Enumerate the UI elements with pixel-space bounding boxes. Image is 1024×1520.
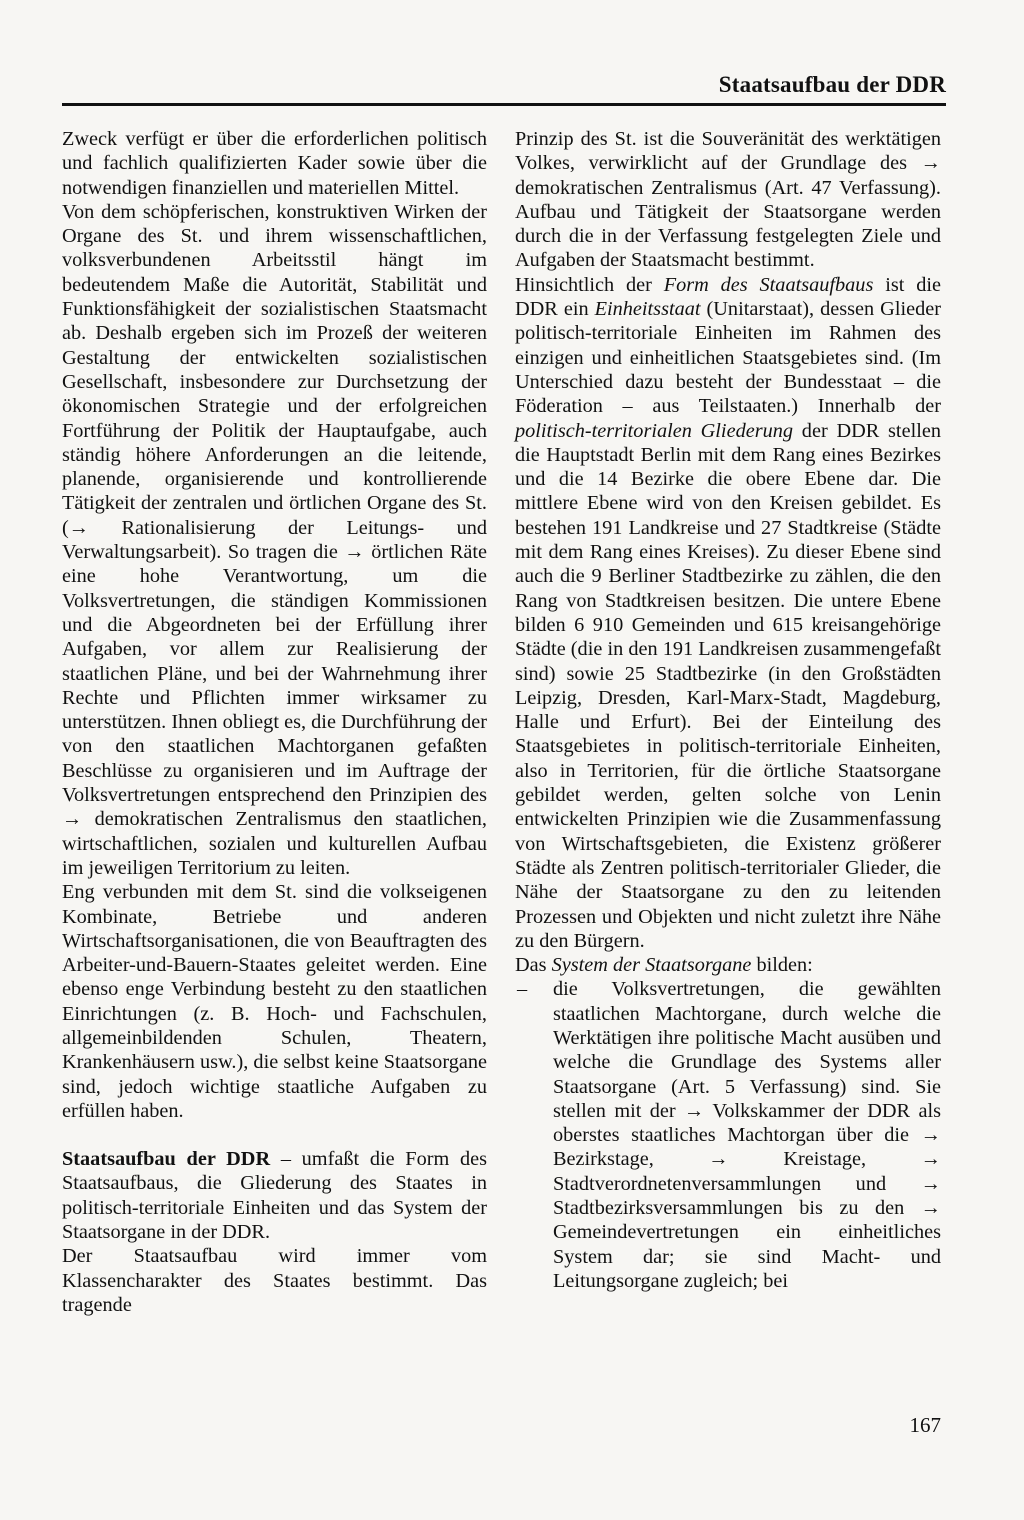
left-column bbox=[62, 127, 487, 1317]
text-run: Das bbox=[515, 954, 552, 977]
italic-term-einheitsstaat: Einheitsstaat bbox=[594, 298, 701, 321]
entry-text: – umfaßt die Form des Staatsaufbaus, die Gliederung des Staates in politisch-territoriale Einheiten und das System der Staatsorgane in der DDR. bbox=[62, 1148, 487, 1244]
text-run: der DDR stellen die Hauptstadt Berlin mit dem Rang eines Bezirkes und die 14 Bezirke die obere Ebene dar. Die mittlere Ebene wird von den Kreisen gebildet. Es bestehen 191 Landkreise und 27 Stadtkreise (Städte mit dem Rang eines Kreises). Zu dieser Ebene sind auch die 9 Berliner Stadtbezirke zu zählen, die den Rang von Stadtkreisen besitzen. Die untere Ebene bilden 6 910 Gemeinden und 615 kreisangehörige Städte (die in den 191 Landkreisen zusammengefaßt sind) sowie 25 Stadtbezirke (in den Großstädten Leipzig, Dresden, Karl-Marx-Stadt, Magdeburg, Halle und Erfurt). Bei der Einteilung des Staatsgebietes in politisch-territoriale Einheiten, also in Territorien, für die örtliche Staatsorgane gebildet werden, gelten solche von Lenin entwickelten Prinzipien wie die Zusammenfassung von Wirtschaftsgebieten, die Existenz größerer Städte als Zentren politisch-territorialer Glieder, die Nähe der Staatsorgane zu den zu leitenden Prozessen und Objekten und nicht zuletzt ihre Nähe zu den Bürgern. bbox=[515, 419, 941, 952]
running-title: Staatsaufbau der DDR bbox=[718, 72, 946, 97]
list-item bbox=[515, 977, 941, 1293]
right-paragraph-1: Prinzip des St. ist die Souveränität des werktätigen Volkes, verwirklicht auf der Grundlage des → demokratischen Zentralismus (Art. 47 Verfassung). Aufbau und Tätigkeit der Staatsorgane werden durch die in der Verfassung festgelegten Ziele und Aufgaben der Staatsmacht bestimmt. bbox=[515, 128, 941, 272]
page-number: 167 bbox=[909, 1413, 941, 1437]
italic-term-system: System der Staatsorgane bbox=[551, 954, 752, 977]
italic-term-gliederung: politisch-territorialen Gliederung bbox=[515, 419, 794, 442]
text-run: Hinsichtlich der bbox=[515, 273, 664, 296]
italic-term-form: Form des Staatsaufbaus bbox=[663, 273, 874, 296]
entry-term: Staatsaufbau der DDR bbox=[62, 1148, 271, 1171]
left-paragraph-1: Zweck verfügt er über die erforderlichen politisch und fachlich qualifizierten Kader sowie über die notwendigen finanziellen und materiellen Mittel. bbox=[62, 128, 487, 199]
list-dash: – bbox=[517, 978, 528, 1001]
list-item-text: die Volksvertretungen, die gewählten staatlichen Machtorgane, durch welche die Werktätigen ihre politische Macht ausüben und welche die Grundlage des Systems aller Staatsorgane (Art. 5 Verfassung) sind. Sie stellen mit der → Volkskammer der DDR als oberstes staatliches Machtorgan über die → Bezirkstage, → Kreistage, → Stadtverordnetenversammlungen und → Stadtbezirksversammlungen bis zu den → Gemeindevertretungen ein einheitliches System dar; sie sind Macht- und Leitungsorgane zugleich; bei bbox=[553, 978, 941, 1292]
text-run: bilden: bbox=[751, 954, 813, 977]
text-run: (Unitarstaat), dessen Glieder politisch-territoriale Einheiten im Rahmen des einzigen und einheitlichen Staatsgebietes sind. (Im Unterschied dazu besteht der Bundesstaat – die Föderation – aus Teilstaaten.) Innerhalb der bbox=[515, 298, 941, 418]
entry-gap bbox=[62, 1123, 487, 1147]
entry-paragraph bbox=[62, 1147, 487, 1244]
right-paragraph-3 bbox=[515, 953, 941, 977]
left-paragraph-5: Der Staatsaufbau wird immer vom Klassencharakter des Staates bestimmt. Das tragende bbox=[62, 1245, 487, 1316]
right-column bbox=[515, 127, 941, 1293]
page-header bbox=[62, 70, 946, 106]
text-run: ist die DDR ein bbox=[515, 273, 941, 321]
right-paragraph-2 bbox=[515, 273, 941, 953]
header-rule bbox=[62, 103, 946, 106]
left-paragraph-2: Von dem schöpferischen, konstruktiven Wirken der Organe des St. und ihrem wissenschaftlichen, volksverbundenen Arbeitsstil hängt im bedeutendem Maße die Autorität, Stabilität und Funktionsfähigkeit der sozialistischen Staatsmacht ab. Deshalb ergeben sich im Prozeß der weiteren Gestaltung der entwickelten sozialistischen Gesellschaft, insbesondere zur Durchsetzung der ökonomischen Strategie und der erfolgreichen Fortführung der Politik der Hauptaufgabe, auch ständig höhere Anforderungen an die leitende, planende, organisierende und kontrollierende Tätigkeit der zentralen und örtlichen Organe des St. (→ Rationalisierung der Leitungs- und Verwaltungsarbeit). So tragen die → örtlichen Räte eine hohe Verantwortung, um die Volksvertretungen, die ständigen Kommissionen und die Abgeordneten bei der Erfüllung ihrer Aufgaben, vor allem zur Realisierung der staatlichen Pläne, und bei der Wahrnehmung ihrer Rechte und Pflichten immer wirksamer zu unterstützen. Ihnen obliegt es, die Durchführung der von den staatlichen Machtorganen gefaßten Beschlüsse zu organisieren und im Auftrage der Volksvertretungen entsprechend den Prinzipien des → demokratischen Zentralismus den staatlichen, wirtschaftlichen, sozialen und kulturellen Aufbau im jeweiligen Territorium zu leiten. bbox=[62, 200, 487, 879]
left-paragraph-3: Eng verbunden mit dem St. sind die volkseigenen Kombinate, Betriebe und anderen Wirtschaftsorganisationen, die von Beauftragten des Arbeiter-und-Bauern-Staates geleitet werden. Eine ebenso enge Verbindung besteht zu den staatlichen Einrichtungen (z. B. Hoch- und Fachschulen, allgemeinbildenden Schulen, Theatern, Krankenhäusern usw.), die selbst keine Staatsorgane sind, jedoch wichtige staatliche Aufgaben zu erfüllen haben. bbox=[62, 881, 487, 1122]
